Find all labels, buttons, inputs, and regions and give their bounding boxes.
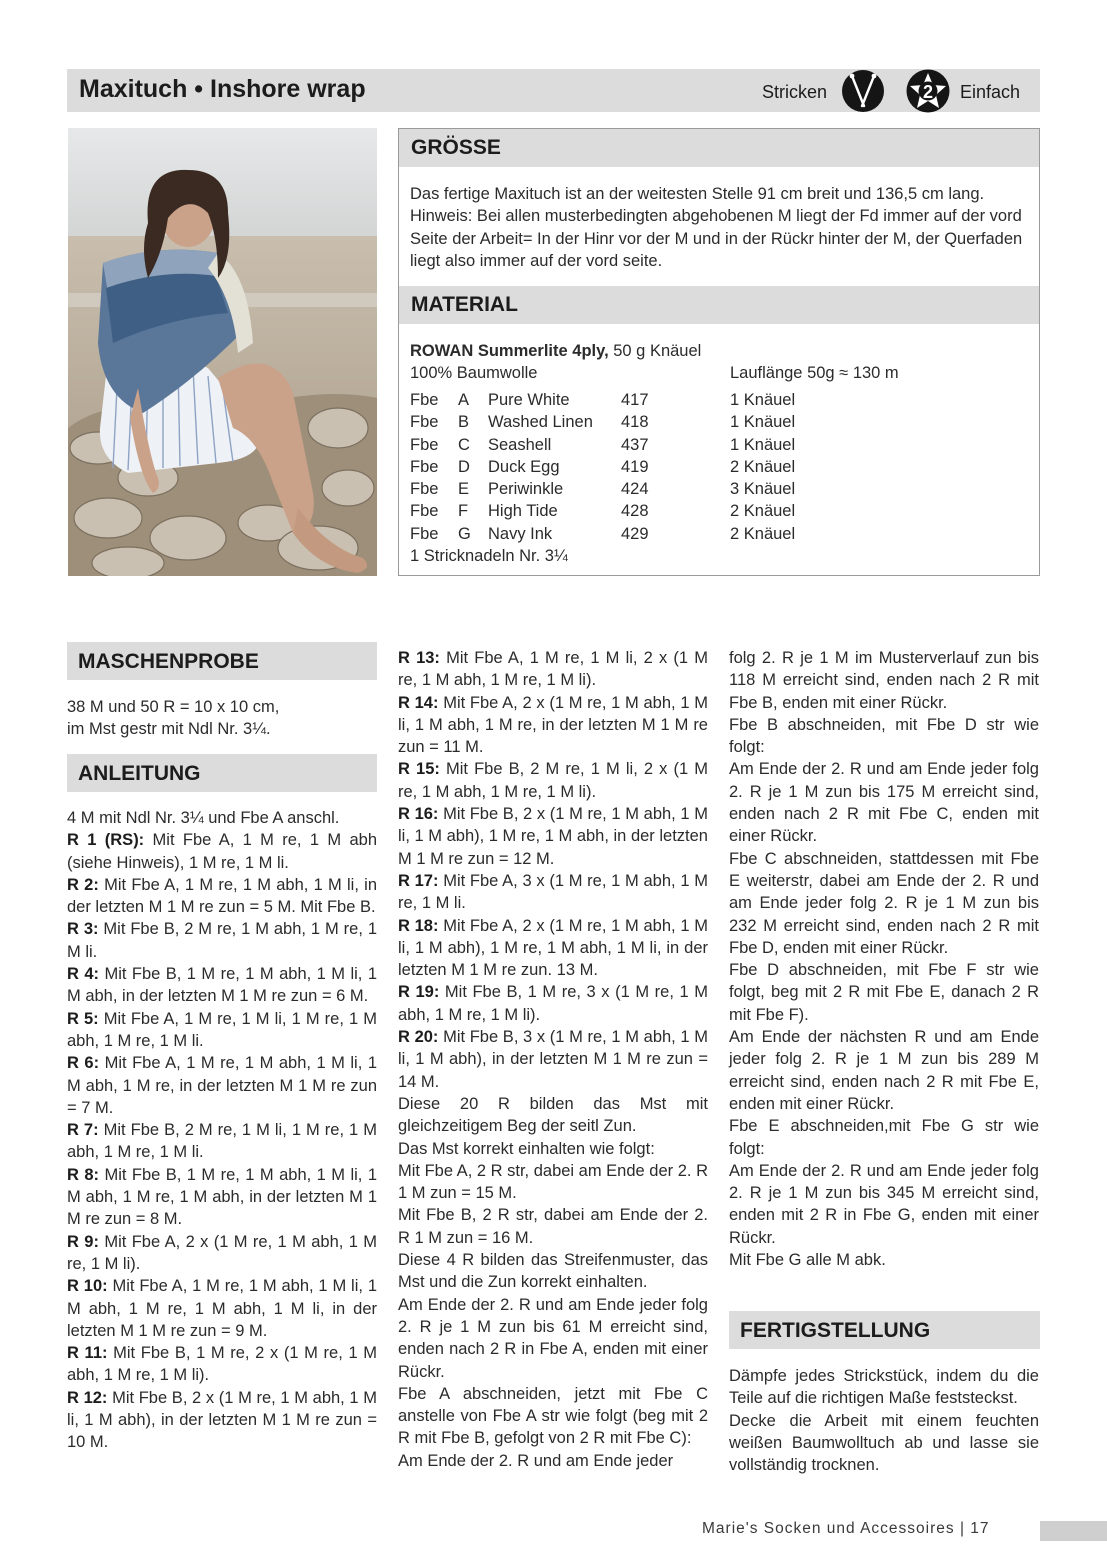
color-name: Washed Linen (488, 413, 593, 432)
finishing-paragraph: Decke die Arbeit mit einem feuchten weißen Baumwolltuch ab und lasse sie vollständig trocknen. (729, 1411, 1039, 1475)
instruction-paragraph: Fbe D abschneiden, mit Fbe F str wie folgt, beg mit 2 R mit Fbe E, danach 2 R mit Fbe F). (729, 961, 1039, 1024)
color-name: Seashell (488, 435, 552, 454)
row-instruction (67, 1231, 377, 1276)
color-prefix: Fbe (410, 413, 439, 432)
row-label: R 2: (67, 875, 99, 894)
instructions-intro: 4 M mit Ndl Nr. 3¼ und Fbe A anschl. (67, 809, 340, 827)
color-letter: D (458, 457, 470, 476)
color-name: Periwinkle (488, 480, 564, 499)
footer-bar (1040, 1521, 1107, 1541)
color-code: 429 (621, 524, 649, 543)
color-letter: F (458, 502, 469, 521)
gauge-heading-bar (67, 642, 377, 680)
instructions-heading: ANLEITUNG (78, 762, 201, 785)
gauge-line-2: im Mst gestr mit Ndl Nr. 3¼. (67, 720, 271, 739)
finishing-text (729, 1365, 1039, 1476)
instruction-paragraph: Fbe A abschneiden, jetzt mit Fbe C anstelle von Fbe A str wie folgt (beg mit 2 R mit Fbe B, gefolgt von 2 R mit Fbe C): (398, 1384, 708, 1448)
row-label: R 4: (67, 965, 100, 984)
material-heading-bar (399, 286, 1039, 324)
color-code: 437 (621, 435, 649, 454)
row-instruction (398, 692, 708, 759)
row-text: Mit Fbe B, 1 M re, 3 x (1 M re, 1 M abh, 1 M re, 1 M li). (398, 983, 708, 1024)
row-text: Mit Fbe B, 2 x (1 M re, 1 M abh, 1 M li, 1 M abh), in der letzten M 1 M re zun = 10 M. (67, 1388, 377, 1452)
row-text: Mit Fbe B, 2 M re, 1 M li, 1 M re, 1 M abh, 1 M re, 1 M li. (67, 1121, 377, 1162)
color-code: 424 (621, 480, 649, 499)
row-text: Mit Fbe A, 1 M re, 1 M abh, 1 M li, in der letzten M 1 M re zun = 5 M. Mit Fbe B. (67, 875, 378, 917)
yarn-length: Lauflänge 50g ≈ 130 m (730, 364, 899, 382)
color-letter: G (458, 524, 471, 543)
row-text: Mit Fbe B, 1 M re, 2 x (1 M re, 1 M abh, 1 M re, 1 M li). (67, 1344, 378, 1385)
row-instruction (67, 1164, 377, 1231)
color-quantity: 1 Knäuel (730, 391, 796, 409)
row-text: Mit Fbe B, 2 M re, 1 M abh, 1 M re, 1 M li. (67, 920, 378, 961)
title-bar (67, 69, 1040, 112)
row-text: Mit Fbe A, 1 M re, 1 M abh (siehe Hinweis), 1 M re, 1 M li. (67, 831, 377, 872)
row-instruction (67, 874, 377, 919)
instruction-paragraph: Am Ende der nächsten R und am Ende jeder folg 2. R je 1 M zun bis 289 M erreicht sind, enden nach 2 R mit Fbe E, enden mit einer Rückr. (729, 1028, 1039, 1113)
row-text: Mit Fbe A, 1 M re, 1 M abh, 1 M li, 1 M abh, 1 M re, 1 M abh, 1 M li, in der letzten M 1 M re zun = 9 M. (67, 1277, 377, 1340)
instructions-column-3 (729, 647, 1039, 1271)
row-label: R 9: (67, 1232, 99, 1251)
color-name: Pure White (488, 391, 570, 409)
size-text: Das fertige Maxituch ist an der weitesten Stelle 91 cm breit und 136,5 cm lang. Hinweis: Bei allen musterbedingten abgehobenen M liegt der Fd immer auf der vord Seite der Arbeit= In der Hinr vor der M und in der Rückr hinter der M, der Querfaden liegt also immer auf der vord seite. (410, 185, 1023, 270)
row-text: Mit Fbe B, 1 M re, 1 M abh, 1 M li, 1 M abh, 1 M re, 1 M abh, in der letzten M 1 M re zun = 8 M. (67, 1165, 377, 1229)
row-label: R 19: (398, 983, 440, 1002)
row-instruction (67, 1275, 377, 1342)
row-label: R 7: (67, 1121, 99, 1140)
color-prefix: Fbe (410, 524, 439, 543)
difficulty-label: Einfach (960, 82, 1021, 102)
footer-page-info: Marie's Socken und Accessoires | 17 (702, 1520, 990, 1537)
color-quantity: 1 Knäuel (730, 435, 796, 454)
row-label: R 5: (67, 1009, 99, 1028)
color-code: 417 (621, 391, 649, 409)
row-label: R 15: (398, 760, 440, 779)
instruction-paragraph: Diese 20 R bilden das Mst mit gleichzeitigem Beg der seitl Zun. (398, 1094, 708, 1136)
needles-text: 1 Stricknadeln Nr. 3¼ (410, 547, 568, 566)
size-heading-bar (399, 129, 1039, 167)
model-photo (68, 128, 377, 576)
color-prefix: Fbe (410, 435, 439, 454)
row-label: R 8: (67, 1165, 100, 1184)
row-instruction (67, 1387, 377, 1454)
color-quantity: 1 Knäuel (730, 413, 796, 432)
row-instruction (67, 1052, 377, 1119)
row-text: Mit Fbe A, 1 M re, 1 M li, 1 M re, 1 M abh, 1 M re, 1 M li. (67, 1009, 377, 1050)
row-text: Mit Fbe B, 1 M re, 1 M abh, 1 M li, 1 M abh, in der letzten M 1 M re zun = 6 M. (67, 965, 377, 1006)
row-label: R 20: (398, 1028, 439, 1047)
row-label: R 6: (67, 1054, 100, 1073)
finishing-heading-bar (729, 1311, 1040, 1349)
row-label: R 18: (398, 916, 439, 935)
row-text: Mit Fbe B, 3 x (1 M re, 1 M abh, 1 M li, 1 M abh), in der letzten M 1 M re zun = 14 M. (398, 1028, 708, 1091)
size-heading: GRÖSSE (411, 136, 501, 159)
gauge-line-1: 38 M und 50 R = 10 x 10 cm, (67, 698, 280, 716)
row-instruction (398, 647, 708, 692)
row-instruction (398, 981, 708, 1026)
finishing-paragraph: Dämpfe jedes Strickstück, indem du die Teile auf die richtigen Maße feststeckst. (729, 1367, 1039, 1408)
color-letter: E (458, 480, 470, 499)
row-instruction (398, 758, 708, 803)
instruction-paragraph: Fbe B abschneiden, mit Fbe D str wie folgt: (729, 715, 1039, 757)
instruction-paragraph: Das Mst korrekt einhalten wie folgt: (398, 1139, 655, 1158)
instruction-paragraph: Fbe E abschneiden,mit Fbe G str wie folgt: (729, 1117, 1039, 1158)
color-prefix: Fbe (410, 391, 439, 409)
instruction-paragraph: Mit Fbe A, 2 R str, dabei am Ende der 2. R 1 M zun = 15 M. (398, 1161, 708, 1203)
row-label: R 16: (398, 805, 439, 824)
color-name: Navy Ink (488, 524, 553, 543)
gauge-text (67, 696, 377, 741)
row-label: R 10: (67, 1277, 108, 1296)
row-text: Mit Fbe A, 2 x (1 M re, 1 M abh, 1 M li, 1 M abh), 1 M re, 1 M abh, 1 M li, in der letzten M 1 M re zun. 13 M. (398, 916, 708, 980)
instructions-column-1 (67, 807, 377, 1454)
color-quantity: 2 Knäuel (730, 502, 796, 521)
knitting-needles-icon (842, 70, 884, 112)
row-label: R 14: (398, 693, 439, 712)
instructions-heading-bar (67, 754, 377, 792)
instruction-paragraph: Am Ende der 2. R und am Ende jeder folg 2. R je 1 M zun bis 175 M erreicht sind, enden nach 2 R mit Fbe C, enden mit einer Rückr. (729, 760, 1039, 846)
instruction-paragraph: Mit Fbe G alle M abk. (729, 1251, 886, 1270)
info-box (398, 128, 1040, 576)
color-quantity: 3 Knäuel (730, 480, 796, 499)
difficulty-star-icon (906, 69, 950, 113)
yarn-brand: ROWAN Summerlite 4ply, (410, 342, 609, 360)
color-prefix: Fbe (410, 457, 439, 476)
color-letter: B (458, 413, 470, 432)
row-instruction (67, 1119, 377, 1164)
color-code: 428 (621, 502, 649, 521)
instruction-paragraph: folg 2. R je 1 M im Musterverlauf zun bis 118 M erreicht sind, enden nach 2 R mit Fbe B, enden mit einer Rückr. (729, 649, 1039, 712)
color-letter: C (458, 435, 470, 454)
yarn-line (410, 340, 701, 362)
instruction-paragraph: Mit Fbe B, 2 R str, dabei am Ende der 2. R 1 M zun = 16 M. (398, 1206, 708, 1247)
row-text: Mit Fbe B, 2 x (1 M re, 1 M abh, 1 M li, 1 M abh), 1 M re, 1 M abh, in der letzten M 1 M re zun = 12 M. (398, 805, 708, 868)
page-title: Maxituch • Inshore wrap (79, 75, 366, 103)
row-text: Mit Fbe A, 3 x (1 M re, 1 M abh, 1 M re, 1 M li. (398, 871, 708, 913)
instruction-paragraph: Fbe C abschneiden, stattdessen mit Fbe E weiterstr, dabei am Ende der 2. R und am Ende jeder folg 2. R je 1 M zun bis 232 M erreicht sind, enden nach 2 R mit Fbe D, enden mit einer Rückr. (729, 849, 1039, 957)
row-label: R 17: (398, 871, 439, 890)
row-text: Mit Fbe B, 2 M re, 1 M li, 2 x (1 M re, 1 M abh, 1 M re, 1 M li). (398, 760, 709, 801)
color-quantity: 2 Knäuel (730, 524, 796, 543)
row-text: Mit Fbe A, 1 M re, 1 M li, 2 x (1 M re, 1 M abh, 1 M re, 1 M li). (398, 649, 708, 690)
row-instruction (67, 829, 377, 874)
material-heading: MATERIAL (411, 293, 518, 316)
instruction-paragraph: Am Ende der 2. R und am Ende jeder folg 2. R je 1 M zun bis 61 M erreicht sind, enden nach 2 R in Fbe A, enden mit einer Rückr. (398, 1295, 708, 1381)
row-instruction (67, 1008, 377, 1053)
instruction-paragraph: Am Ende der 2. R und am Ende jeder folg 2. R je 1 M zun bis 345 M erreicht sind, enden mit 2 R in Fbe G, enden mit einer Rückr. (729, 1161, 1039, 1247)
color-code: 419 (621, 457, 649, 476)
color-prefix: Fbe (410, 502, 439, 521)
gauge-heading: MASCHENPROBE (78, 650, 259, 673)
color-quantity: 2 Knäuel (730, 457, 796, 476)
finishing-heading: FERTIGSTELLUNG (740, 1319, 931, 1342)
color-name: High Tide (488, 502, 558, 521)
row-label: R 11: (67, 1344, 108, 1363)
row-label: R 3: (67, 920, 99, 939)
instruction-paragraph: Am Ende der 2. R und am Ende jeder (398, 1451, 674, 1470)
row-text: Mit Fbe A, 1 M re, 1 M abh, 1 M li, 1 M abh, 1 M re, in der letzten M 1 M re zun = 7 M. (67, 1054, 377, 1117)
color-letter: A (458, 391, 470, 409)
row-label: R 13: (398, 649, 440, 667)
yarn-weight: 50 g Knäuel (608, 342, 702, 360)
color-prefix: Fbe (410, 480, 439, 499)
row-instruction (67, 963, 377, 1008)
instruction-paragraph: Diese 4 R bilden das Streifenmuster, das Mst und die Zun korrekt einhalten. (398, 1251, 708, 1292)
row-instruction (398, 1026, 708, 1093)
difficulty-number: 2 (922, 82, 934, 102)
row-label: R 1 (RS): (67, 831, 145, 850)
row-instruction (398, 803, 708, 870)
instructions-column-2 (398, 647, 708, 1472)
row-instruction (398, 870, 708, 915)
row-instruction (398, 915, 708, 982)
row-text: Mit Fbe A, 2 x (1 M re, 1 M abh, 1 M li, 1 M abh, 1 M re, in der letzten M 1 M re zun = 11 M. (398, 693, 708, 757)
row-label: R 12: (67, 1388, 108, 1407)
row-instruction (67, 1342, 377, 1387)
color-name: Duck Egg (488, 457, 560, 476)
fiber-content: 100% Baumwolle (410, 364, 538, 382)
row-text: Mit Fbe A, 2 x (1 M re, 1 M abh, 1 M re, 1 M li). (67, 1232, 377, 1273)
technique-label: Stricken (762, 82, 828, 102)
row-instruction (67, 918, 377, 963)
color-code: 418 (621, 413, 649, 432)
